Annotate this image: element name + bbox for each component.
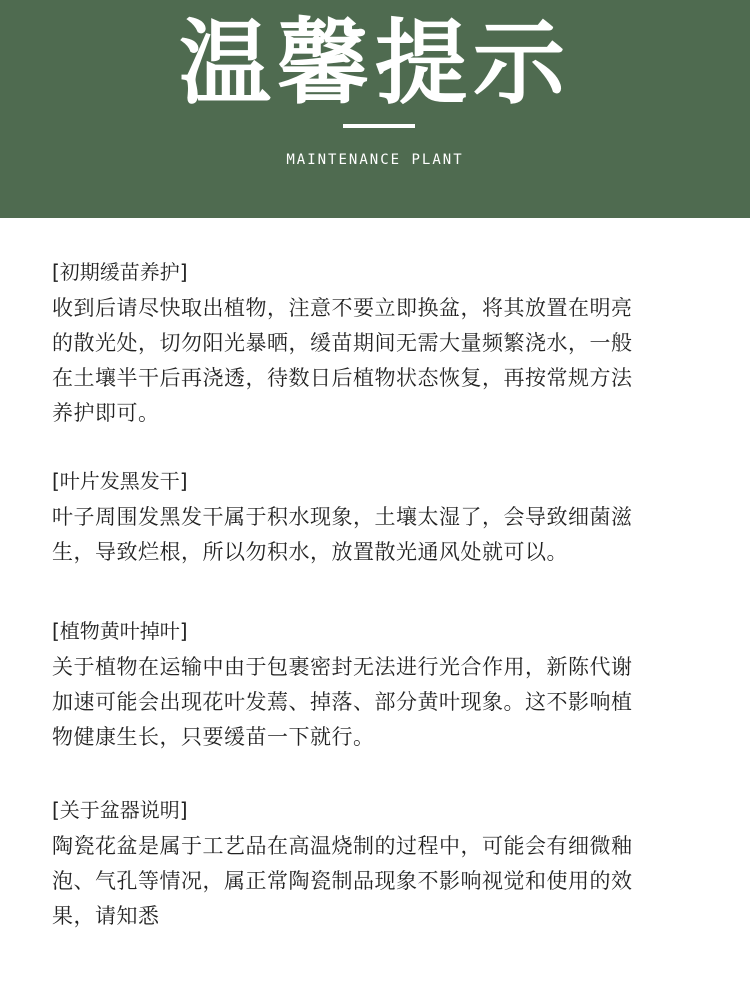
body-line: 泡、气孔等情况，属正常陶瓷制品现象不影响视觉和使用的效 bbox=[52, 869, 633, 893]
body-line: 加速可能会出现花叶发蔫、掉落、部分黄叶现象。这不影响植 bbox=[52, 690, 633, 714]
title-divider bbox=[343, 124, 415, 128]
body-line: 陶瓷花盆是属于工艺品在高温烧制的过程中，可能会有细微釉 bbox=[52, 834, 633, 858]
section-initial-care bbox=[52, 259, 712, 431]
section-heading: [叶片发黑发干] bbox=[52, 469, 188, 493]
body-line: 叶子周围发黑发干属于积水现象，土壤太湿了，会导致细菌滋 bbox=[52, 505, 633, 529]
header-banner bbox=[0, 0, 750, 218]
body-line: 生，导致烂根，所以勿积水，放置散光通风处就可以。 bbox=[52, 540, 568, 564]
body-line: 养护即可。 bbox=[52, 401, 160, 425]
body-line: 果，请知悉 bbox=[52, 904, 160, 928]
section-body bbox=[52, 829, 712, 934]
section-pot-notes bbox=[52, 797, 712, 934]
page-title: 温馨提示 bbox=[178, 10, 571, 117]
body-line: 关于植物在运输中由于包裹密封无法进行光合作用，新陈代谢 bbox=[52, 655, 633, 679]
section-heading: [关于盆器说明] bbox=[52, 798, 188, 822]
section-heading: [植物黄叶掉叶] bbox=[52, 619, 188, 643]
body-line: 在土壤半干后再浇透，待数日后植物状态恢复，再按常规方法 bbox=[52, 366, 633, 390]
section-heading: [初期缓苗养护] bbox=[52, 260, 188, 284]
page-subtitle: MAINTENANCE PLANT bbox=[286, 152, 464, 168]
body-line: 物健康生长，只要缓苗一下就行。 bbox=[52, 725, 375, 749]
body-line: 收到后请尽快取出植物，注意不要立即换盆，将其放置在明亮 bbox=[52, 296, 633, 320]
section-body bbox=[52, 291, 712, 431]
section-body bbox=[52, 500, 712, 570]
body-line: 的散光处，切勿阳光暴晒，缓苗期间无需大量频繁浇水，一般 bbox=[52, 331, 633, 355]
section-leaf-blackening bbox=[52, 468, 712, 570]
section-body bbox=[52, 650, 712, 755]
section-yellow-leaves bbox=[52, 618, 712, 755]
